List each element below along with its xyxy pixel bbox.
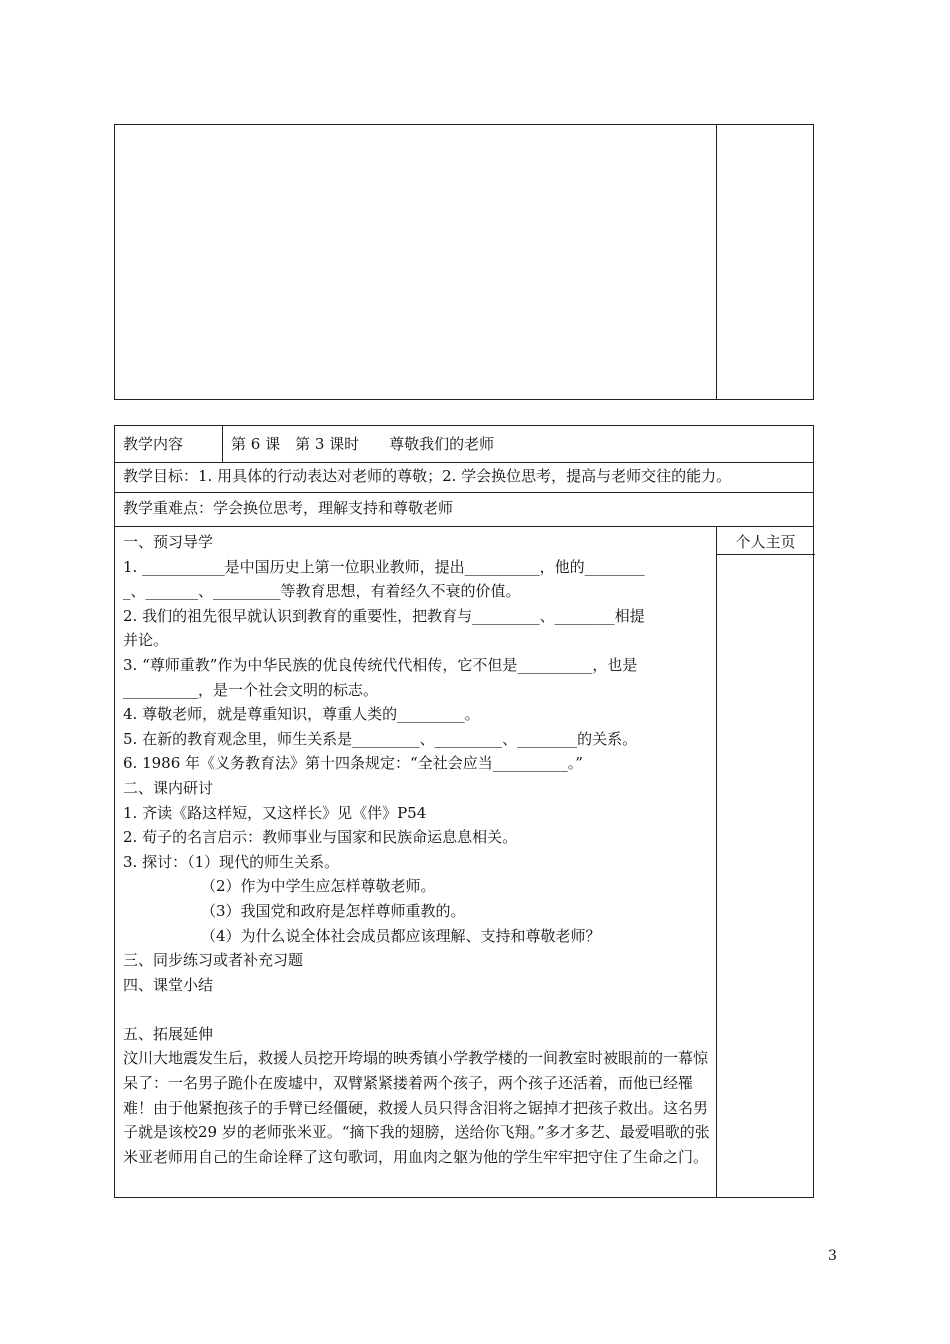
discussion-1: 1. 齐读《路这样短，又这样长》见《伴》P54 bbox=[123, 803, 427, 822]
question-3-line-2: __________，是一个社会文明的标志。 bbox=[123, 680, 379, 699]
row-divider-2 bbox=[115, 492, 813, 493]
section-discussion: 二、课内研讨 bbox=[123, 778, 214, 797]
discussion-2: 2. 荀子的名言启示：教师事业与国家和民族命运息息相关。 bbox=[123, 828, 518, 847]
top-empty-table bbox=[114, 124, 814, 400]
side-label-divider bbox=[716, 554, 815, 555]
section-exercises: 三、同步练习或者补充习题 bbox=[123, 951, 304, 970]
section-preview: 一、预习导学 bbox=[123, 533, 214, 551]
side-label-personal-page: 个人主页 bbox=[735, 533, 796, 551]
header-divider bbox=[222, 426, 223, 462]
question-6: 6. 1986 年《义务教育法》第十四条规定：“全社会应当__________。” bbox=[123, 754, 583, 773]
question-5: 5. 在新的教育观念里，师生关系是_________、_________、________的关系。 bbox=[123, 729, 638, 748]
content-label: 教学内容 bbox=[123, 435, 184, 453]
side-column-divider bbox=[716, 526, 717, 1197]
question-3-line-1: 3. “尊师重教”作为中华民族的优良传统代代相传，它不但是__________，也是 bbox=[123, 655, 638, 674]
lesson-table bbox=[114, 425, 814, 1198]
page-number: 3 bbox=[828, 1248, 837, 1264]
key-points: 教学重难点：学会换位思考，理解支持和尊敬老师 bbox=[123, 499, 454, 517]
story-paragraph: 汶川大地震发生后，救援人员挖开垮塌的映秀镇小学教学楼的一间教室时被眼前的一幕惊呆了：一名男子跪仆在废墟中，双臂紧紧搂着两个孩子，两个孩子还活着，而他已经罹难！由于他紧抱孩子的手臂已经僵硬，救援人员只得含泪将之锯掉才把孩子救出。这名男子就是该校29 岁的老师张米亚。“摘下我的翅膀，送给你飞翔。”多才多艺、最爱唱歌的张米亚老师用自己的生命诠释了这句歌词，用血肉之躯为他的学生牢牢把守住了生命之门。 bbox=[123, 1049, 710, 1166]
top-table-divider bbox=[716, 125, 717, 399]
row-divider-1 bbox=[115, 462, 813, 463]
lesson-title: 第 6 课 第 3 课时 尊敬我们的老师 bbox=[231, 435, 495, 453]
section-extension: 五、拓展延伸 bbox=[123, 1024, 214, 1043]
question-1-line-1: 1. ___________是中国历史上第一位职业教师，提出__________，他的________ bbox=[123, 557, 645, 576]
discussion-3-2: （2）作为中学生应怎样尊敬老师。 bbox=[201, 877, 436, 896]
question-1-line-2: _、_______、_________等教育思想，有着经久不衰的价值。 bbox=[123, 582, 521, 601]
question-4: 4. 尊敬老师，就是尊重知识，尊重人类的_________。 bbox=[123, 705, 480, 724]
lesson-content bbox=[123, 530, 715, 1169]
discussion-3-4: （4）为什么说全体社会成员都应该理解、支持和尊敬老师？ bbox=[201, 926, 601, 945]
section-summary: 四、课堂小结 bbox=[123, 975, 214, 994]
discussion-3: 3. 探讨：（1）现代的师生关系。 bbox=[123, 852, 340, 871]
row-divider-3 bbox=[115, 526, 813, 527]
question-2-line-1: 2. 我们的祖先很早就认识到教育的重要性，把教育与_________、________相提 bbox=[123, 606, 645, 625]
question-2-line-2: 并论。 bbox=[123, 631, 169, 650]
discussion-3-3: （3）我国党和政府是怎样尊师重教的。 bbox=[201, 901, 466, 920]
blank-line bbox=[123, 997, 715, 1022]
teaching-goals: 教学目标：1. 用具体的行动表达对老师的尊敬；2. 学会换位思考，提高与老师交往的能力。 bbox=[123, 467, 732, 485]
